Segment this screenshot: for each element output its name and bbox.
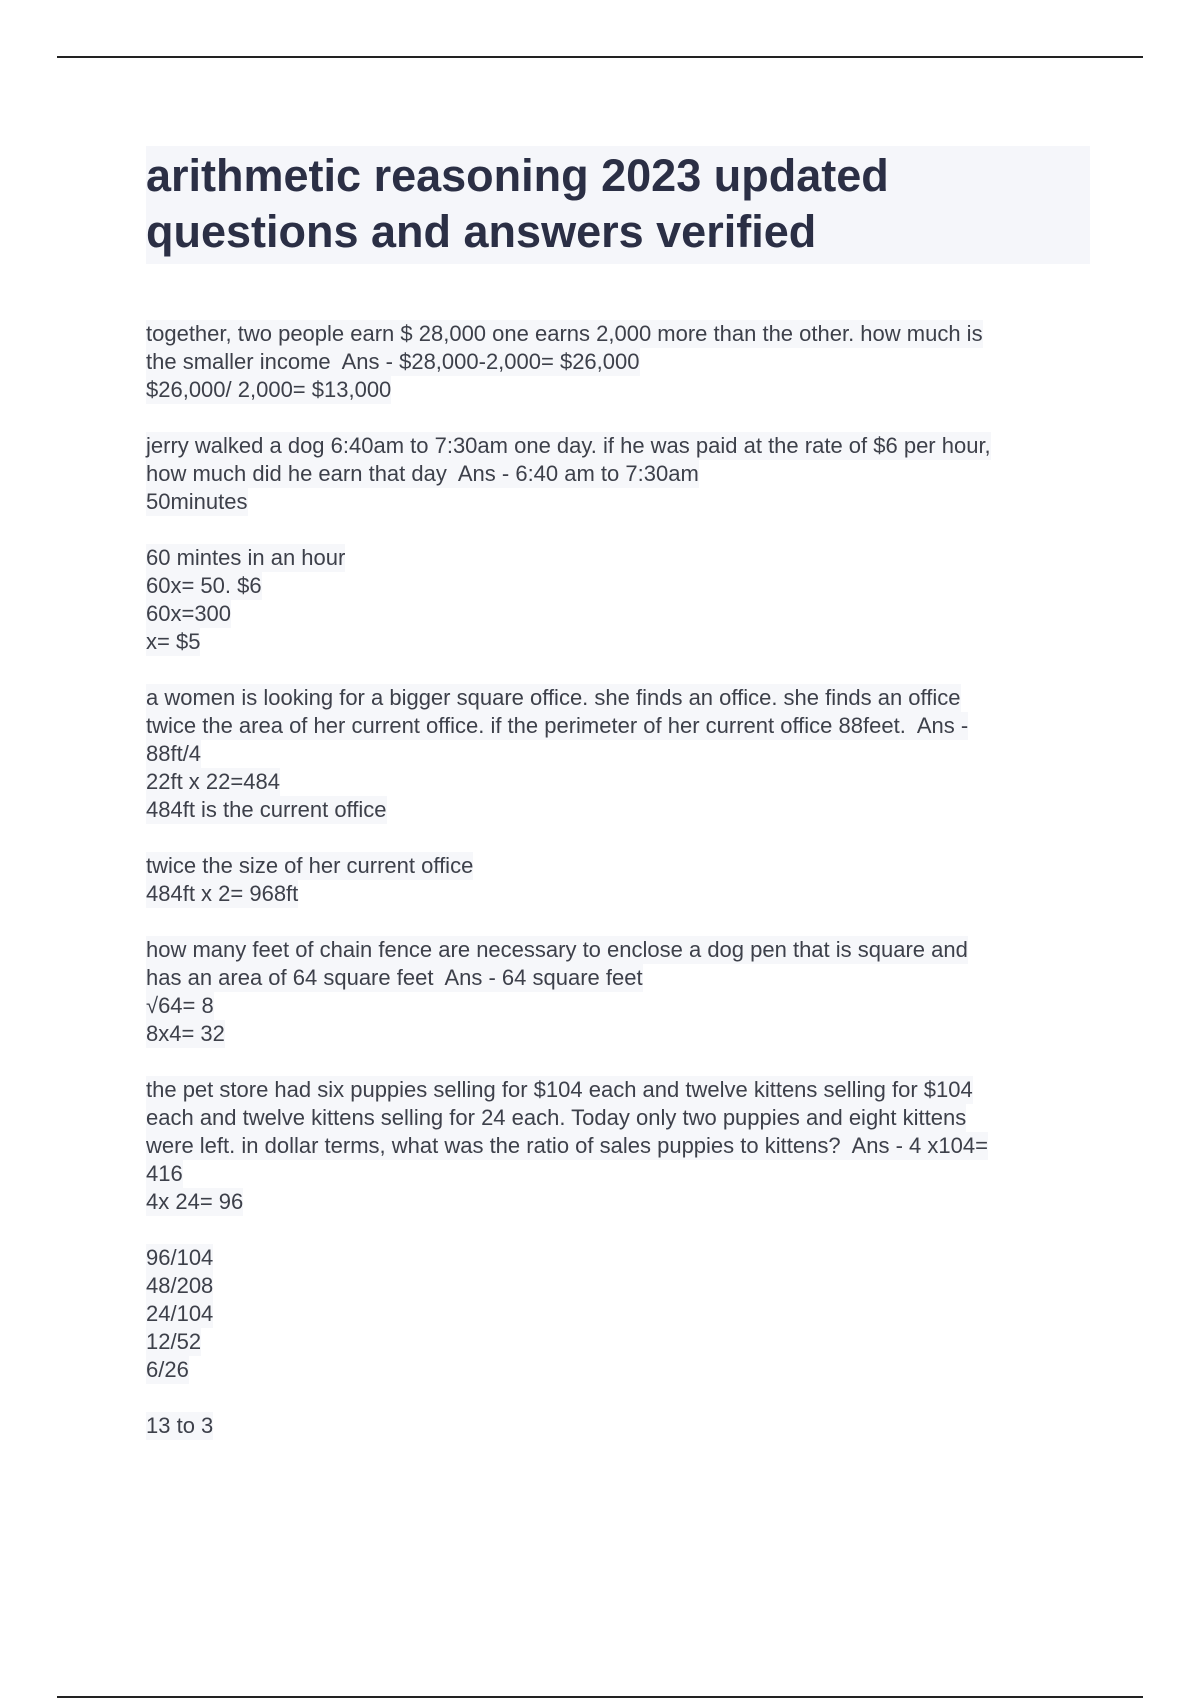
qa-line: 12/52 <box>146 1329 202 1354</box>
qa-line: 88ft/4 <box>146 741 202 766</box>
qa-line-row <box>146 1328 1090 1356</box>
qa-line: 60 mintes in an hour <box>146 545 346 570</box>
qa-line: 13 to 3 <box>146 1413 214 1438</box>
top-rule <box>57 56 1143 58</box>
qa-line-row <box>146 432 1090 460</box>
qa-line: jerry walked a dog 6:40am to 7:30am one day. if he was paid at the rate of $6 per hour, <box>146 433 991 458</box>
qa-line: √64= 8 <box>146 993 214 1018</box>
qa-line: 60x=300 <box>146 601 232 626</box>
qa-line: the pet store had six puppies selling for $104 each and twelve kittens selling for $104 <box>146 1077 973 1102</box>
qa-item <box>146 320 1090 404</box>
qa-line: how many feet of chain fence are necessary to enclose a dog pen that is square and <box>146 937 968 962</box>
qa-line-row <box>146 936 1090 964</box>
qa-line-row <box>146 852 1090 880</box>
qa-line: 484ft is the current office <box>146 797 387 822</box>
qa-line-row <box>146 964 1090 992</box>
blank-line <box>146 1384 1090 1412</box>
qa-line-row <box>146 712 1090 740</box>
qa-line-row <box>146 1132 1090 1160</box>
qa-line-row <box>146 796 1090 824</box>
qa-line-row <box>146 1160 1090 1188</box>
qa-line-row <box>146 1412 1090 1440</box>
qa-line: 416 <box>146 1161 183 1186</box>
blank-line <box>146 516 1090 544</box>
qa-item <box>146 684 1090 908</box>
qa-line-row <box>146 572 1090 600</box>
qa-line: together, two people earn $ 28,000 one earns 2,000 more than the other. how much is <box>146 321 983 346</box>
qa-line: has an area of 64 square feet Ans - 64 square feet <box>146 965 643 990</box>
qa-line-row <box>146 1020 1090 1048</box>
qa-line: x= $5 <box>146 629 201 654</box>
qa-line-row <box>146 1104 1090 1132</box>
qa-line-row <box>146 1356 1090 1384</box>
qa-line-row <box>146 600 1090 628</box>
blank-line <box>146 824 1090 852</box>
qa-line-row <box>146 880 1090 908</box>
qa-line-row <box>146 628 1090 656</box>
qa-line: how much did he earn that day Ans - 6:40 am to 7:30am <box>146 461 699 486</box>
qa-line: were left. in dollar terms, what was the ratio of sales puppies to kittens? Ans - 4 x104= <box>146 1133 988 1158</box>
qa-line-row <box>146 992 1090 1020</box>
qa-line-row <box>146 320 1090 348</box>
title-line-2: questions and answers verified <box>146 206 817 257</box>
qa-line: 96/104 <box>146 1245 214 1270</box>
document-title <box>146 146 1090 264</box>
qa-line-row <box>146 460 1090 488</box>
bottom-rule <box>57 1696 1143 1698</box>
qa-line-row <box>146 1076 1090 1104</box>
qa-line: 48/208 <box>146 1273 214 1298</box>
qa-line-row <box>146 376 1090 404</box>
qa-line: twice the area of her current office. if the perimeter of her current office 88feet. Ans - <box>146 713 969 738</box>
qa-line-row <box>146 768 1090 796</box>
qa-line: twice the size of her current office <box>146 853 474 878</box>
qa-line: each and twelve kittens selling for 24 each. Today only two puppies and eight kittens <box>146 1105 967 1130</box>
qa-line: 50minutes <box>146 489 248 514</box>
qa-item <box>146 936 1090 1048</box>
qa-line: $26,000/ 2,000= $13,000 <box>146 377 392 402</box>
qa-line-row <box>146 684 1090 712</box>
title-line-1: arithmetic reasoning 2023 updated <box>146 150 889 201</box>
qa-list <box>146 320 1090 1440</box>
qa-item <box>146 1076 1090 1440</box>
qa-line: 22ft x 22=484 <box>146 769 280 794</box>
qa-line: 484ft x 2= 968ft <box>146 881 299 906</box>
qa-line-row <box>146 1244 1090 1272</box>
qa-line-row <box>146 1300 1090 1328</box>
document-body <box>146 146 1090 1468</box>
qa-line-row <box>146 740 1090 768</box>
qa-line: 4x 24= 96 <box>146 1189 244 1214</box>
qa-line-row <box>146 1188 1090 1216</box>
qa-line: 24/104 <box>146 1301 214 1326</box>
qa-item <box>146 432 1090 656</box>
qa-line: 60x= 50. $6 <box>146 573 262 598</box>
qa-line: 6/26 <box>146 1357 189 1382</box>
qa-line: 8x4= 32 <box>146 1021 225 1046</box>
qa-line: a women is looking for a bigger square office. she finds an office. she finds an office <box>146 685 961 710</box>
qa-line-row <box>146 544 1090 572</box>
qa-line-row <box>146 348 1090 376</box>
qa-line-row <box>146 488 1090 516</box>
qa-line: the smaller income Ans - $28,000-2,000= $26,000 <box>146 349 640 374</box>
qa-line-row <box>146 1272 1090 1300</box>
blank-line <box>146 1216 1090 1244</box>
